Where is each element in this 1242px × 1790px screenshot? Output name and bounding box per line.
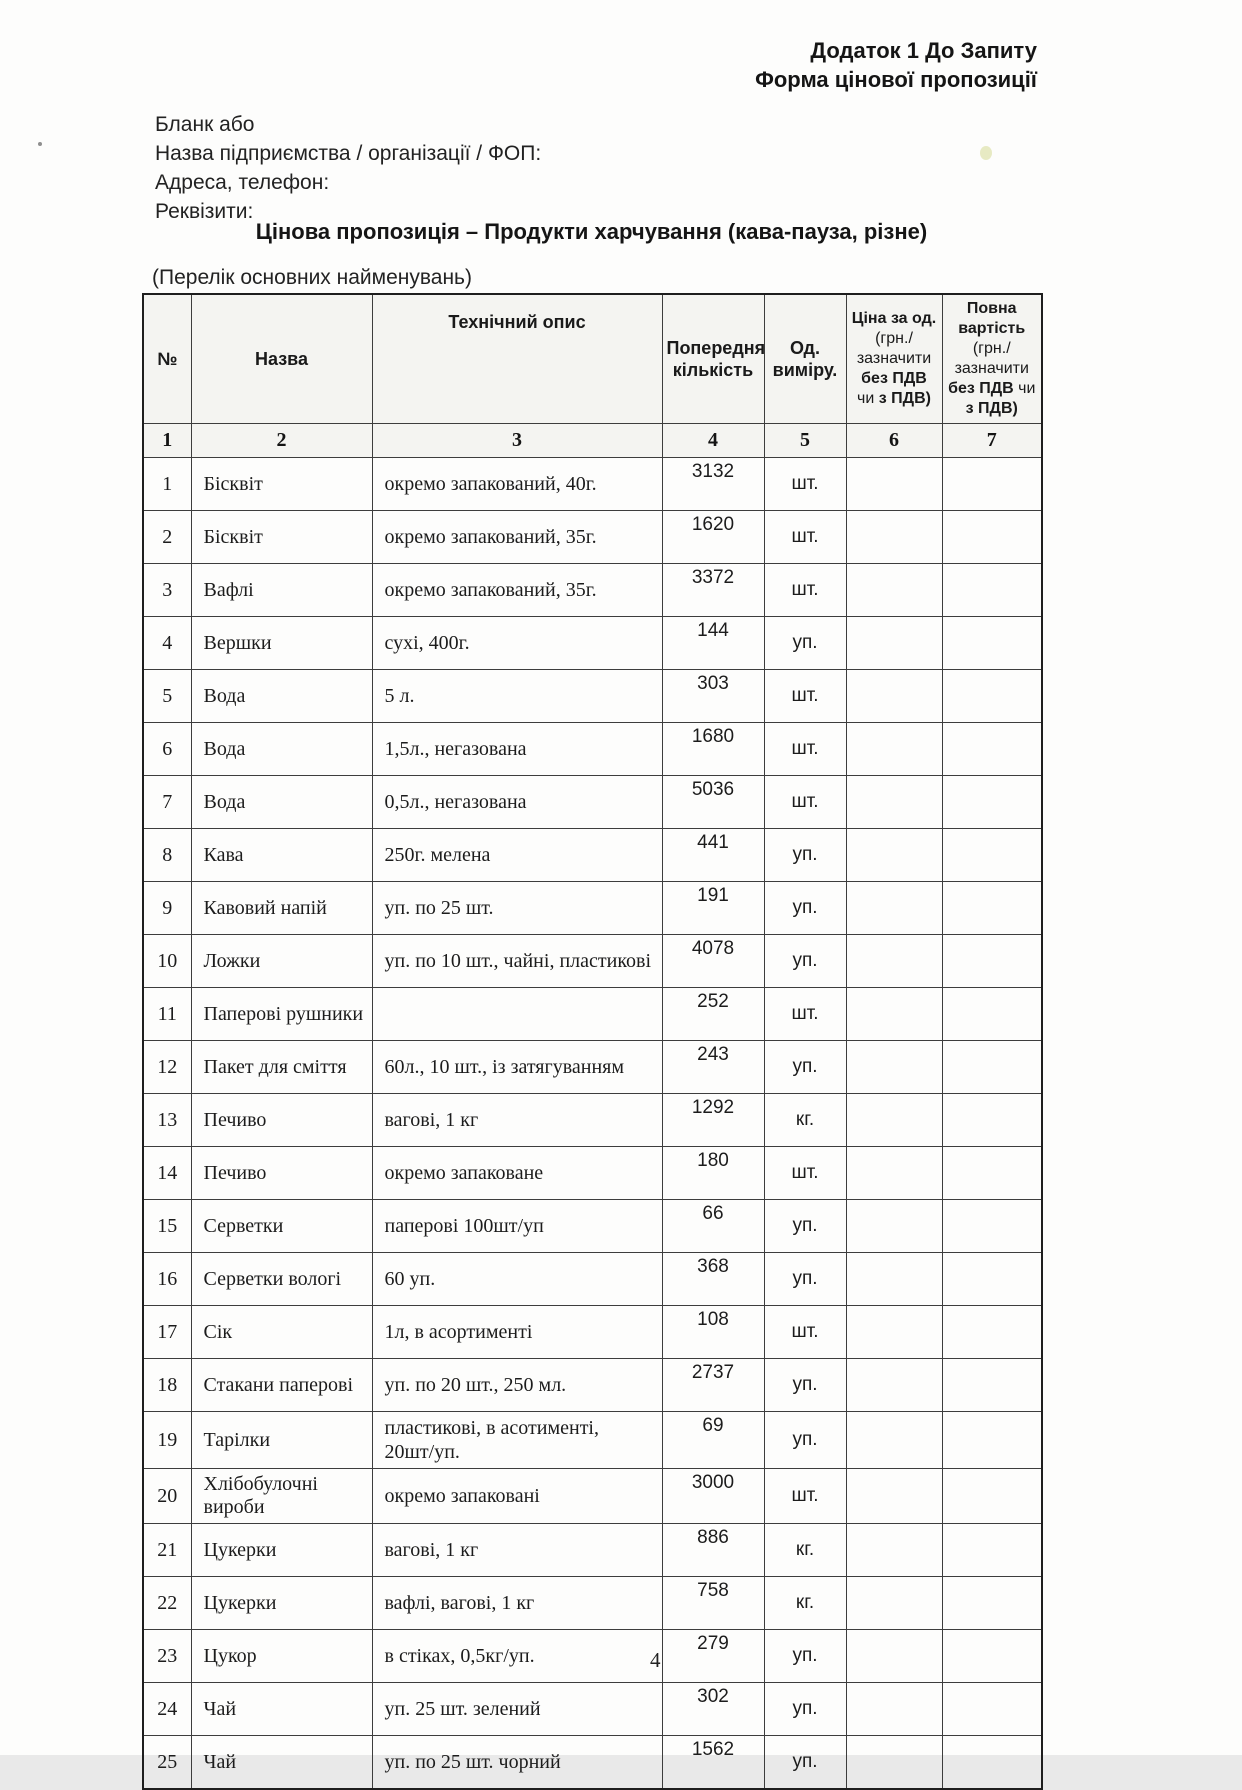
unit-price-cell xyxy=(846,776,942,829)
total-price-cell xyxy=(942,1524,1042,1577)
quantity-cell: 108 xyxy=(662,1306,764,1359)
quantity-cell: 302 xyxy=(662,1683,764,1736)
quantity-cell: 3000 xyxy=(662,1469,764,1524)
unit-price-cell xyxy=(846,1359,942,1412)
unit-cell: шт. xyxy=(764,1306,846,1359)
item-name-cell: Цукерки xyxy=(191,1524,372,1577)
unit-cell: уп. xyxy=(764,1683,846,1736)
row-number-cell: 15 xyxy=(143,1200,191,1253)
table-row xyxy=(143,511,1042,564)
unit-cell: шт. xyxy=(764,723,846,776)
quantity-cell: 3132 xyxy=(662,458,764,511)
item-name-cell: Стакани паперові xyxy=(191,1359,372,1412)
unit-price-header-note: (грн./ xyxy=(875,330,913,347)
unit-price-cell xyxy=(846,1524,942,1577)
table-row xyxy=(143,1306,1042,1359)
page-number: 4 xyxy=(650,1648,661,1672)
unit-price-cell xyxy=(846,617,942,670)
row-number-cell: 6 xyxy=(143,723,191,776)
unit-price-cell xyxy=(846,1147,942,1200)
quantity-cell: 886 xyxy=(662,1524,764,1577)
unit-price-cell xyxy=(846,723,942,776)
table-row xyxy=(143,564,1042,617)
price-table xyxy=(142,293,1043,1790)
quantity-cell: 1292 xyxy=(662,1094,764,1147)
table-row xyxy=(143,1094,1042,1147)
total-price-cell xyxy=(942,564,1042,617)
table-row xyxy=(143,458,1042,511)
item-description-cell: вагові, 1 кг xyxy=(372,1524,662,1577)
unit-price-cell xyxy=(846,1094,942,1147)
quantity-cell: 303 xyxy=(662,670,764,723)
unit-price-cell xyxy=(846,511,942,564)
table-row xyxy=(143,1736,1042,1790)
row-number-cell: 13 xyxy=(143,1094,191,1147)
total-price-cell xyxy=(942,776,1042,829)
table-row xyxy=(143,988,1042,1041)
total-price-header-note: зазначити xyxy=(954,360,1029,377)
unit-cell: уп. xyxy=(764,829,846,882)
quantity-cell: 1562 xyxy=(662,1736,764,1790)
unit-price-cell xyxy=(846,670,942,723)
header-cell-total-price xyxy=(942,294,1042,424)
item-name-cell: Кавовий напій xyxy=(191,882,372,935)
header-cell-quantity: Попередня кількість xyxy=(662,294,764,424)
unit-cell: уп. xyxy=(764,617,846,670)
table-row xyxy=(143,1359,1042,1412)
row-number-cell: 5 xyxy=(143,670,191,723)
unit-cell: кг. xyxy=(764,1094,846,1147)
item-name-cell: Чай xyxy=(191,1736,372,1790)
quantity-cell: 1680 xyxy=(662,723,764,776)
form-intro-line: Бланк або xyxy=(155,113,255,136)
unit-price-header-note: зазначити xyxy=(856,350,932,367)
item-name-cell: Цукор xyxy=(191,1630,372,1683)
row-number-cell: 24 xyxy=(143,1683,191,1736)
item-name-cell: Печиво xyxy=(191,1147,372,1200)
column-number: 6 xyxy=(846,424,942,458)
header-cell-description: Технічний опис xyxy=(372,294,662,424)
unit-cell: уп. xyxy=(764,1253,846,1306)
item-description-cell: 60 уп. xyxy=(372,1253,662,1306)
row-number-cell: 23 xyxy=(143,1630,191,1683)
item-description-cell: 60л., 10 шт., із затягуванням xyxy=(372,1041,662,1094)
item-description-cell: окремо запакований, 40г. xyxy=(372,458,662,511)
unit-cell: уп. xyxy=(764,1041,846,1094)
quantity-cell: 144 xyxy=(662,617,764,670)
item-description-cell: в стіках, 0,5кг/уп. xyxy=(372,1630,662,1683)
total-price-cell xyxy=(942,1359,1042,1412)
item-description-cell: 5 л. xyxy=(372,670,662,723)
header-cell-name: Назва xyxy=(191,294,372,424)
corner-note-line1: Додаток 1 До Запиту xyxy=(810,38,1037,63)
unit-price-header-note: чи xyxy=(857,390,875,407)
header-cell-unit-price xyxy=(846,294,942,424)
item-description-cell xyxy=(372,988,662,1041)
unit-cell: шт. xyxy=(764,670,846,723)
item-name-cell: Бісквіт xyxy=(191,458,372,511)
total-price-cell xyxy=(942,1094,1042,1147)
unit-price-cell xyxy=(846,1630,942,1683)
unit-cell: уп. xyxy=(764,882,846,935)
item-name-cell: Вода xyxy=(191,723,372,776)
unit-cell: шт. xyxy=(764,776,846,829)
form-intro-block xyxy=(155,110,541,226)
table-row xyxy=(143,935,1042,988)
quantity-cell: 368 xyxy=(662,1253,764,1306)
unit-price-cell xyxy=(846,829,942,882)
item-name-cell: Кава xyxy=(191,829,372,882)
row-number-cell: 12 xyxy=(143,1041,191,1094)
unit-price-cell xyxy=(846,1577,942,1630)
unit-price-header-bold: Ціна за од. xyxy=(851,310,937,327)
item-name-cell: Паперові рушники xyxy=(191,988,372,1041)
unit-price-cell xyxy=(846,935,942,988)
total-price-header-note: (грн./ xyxy=(972,340,1011,357)
row-number-cell: 2 xyxy=(143,511,191,564)
unit-cell: шт. xyxy=(764,458,846,511)
column-number: 1 xyxy=(143,424,191,458)
header-cell-unit: Од. виміру. xyxy=(764,294,846,424)
row-number-cell: 8 xyxy=(143,829,191,882)
row-number-cell: 20 xyxy=(143,1469,191,1524)
header-cell-number: № xyxy=(143,294,191,424)
item-description-cell: вафлі, вагові, 1 кг xyxy=(372,1577,662,1630)
row-number-cell: 11 xyxy=(143,988,191,1041)
column-number-row xyxy=(143,424,1042,458)
item-description-cell: окремо запакований, 35г. xyxy=(372,564,662,617)
corner-note xyxy=(755,36,1037,94)
table-row xyxy=(143,1683,1042,1736)
item-description-cell: уп. по 25 шт. чорний xyxy=(372,1736,662,1790)
items-body xyxy=(143,458,1042,1790)
item-description-cell: уп. по 20 шт., 250 мл. xyxy=(372,1359,662,1412)
item-description-cell: уп. 25 шт. зелений xyxy=(372,1683,662,1736)
unit-cell: шт. xyxy=(764,1469,846,1524)
table-row xyxy=(143,617,1042,670)
total-price-cell xyxy=(942,511,1042,564)
item-name-cell: Печиво xyxy=(191,1094,372,1147)
item-name-cell: Вафлі xyxy=(191,564,372,617)
row-number-cell: 10 xyxy=(143,935,191,988)
total-price-header-note: чи xyxy=(1018,380,1036,397)
table-row xyxy=(143,1200,1042,1253)
item-name-cell: Серветки вологі xyxy=(191,1253,372,1306)
unit-price-cell xyxy=(846,564,942,617)
unit-price-cell xyxy=(846,1306,942,1359)
table-row xyxy=(143,1524,1042,1577)
unit-price-cell xyxy=(846,882,942,935)
item-description-cell: паперові 100шт/уп xyxy=(372,1200,662,1253)
quantity-cell: 1620 xyxy=(662,511,764,564)
table-row xyxy=(143,1577,1042,1630)
unit-cell: кг. xyxy=(764,1577,846,1630)
item-description-cell: сухі, 400г. xyxy=(372,617,662,670)
total-price-cell xyxy=(942,988,1042,1041)
unit-cell: уп. xyxy=(764,1736,846,1790)
item-name-cell: Вода xyxy=(191,776,372,829)
document-title: Цінова пропозиція – Продукти харчування (кава-пауза, різне) xyxy=(255,219,928,244)
table-row xyxy=(143,1041,1042,1094)
table-row xyxy=(143,670,1042,723)
unit-cell: шт. xyxy=(764,564,846,617)
unit-cell: кг. xyxy=(764,1524,846,1577)
column-number: 4 xyxy=(662,424,764,458)
total-price-cell xyxy=(942,1469,1042,1524)
quantity-cell: 2737 xyxy=(662,1359,764,1412)
item-description-cell: окремо запакований, 35г. xyxy=(372,511,662,564)
item-name-cell: Чай xyxy=(191,1683,372,1736)
unit-price-cell xyxy=(846,458,942,511)
table-row xyxy=(143,1630,1042,1683)
item-description-cell: окремо запаковані xyxy=(372,1469,662,1524)
unit-cell: шт. xyxy=(764,511,846,564)
total-price-cell xyxy=(942,1147,1042,1200)
unit-price-header-bold: без ПДВ xyxy=(861,370,927,387)
quantity-cell: 441 xyxy=(662,829,764,882)
table-row xyxy=(143,776,1042,829)
item-name-cell: Вершки xyxy=(191,617,372,670)
unit-price-cell xyxy=(846,1253,942,1306)
list-label: (Перелік основних найменувань) xyxy=(152,266,472,289)
total-price-cell xyxy=(942,1412,1042,1469)
total-price-cell xyxy=(942,1630,1042,1683)
item-name-cell: Сік xyxy=(191,1306,372,1359)
quantity-cell: 180 xyxy=(662,1147,764,1200)
quantity-cell: 69 xyxy=(662,1412,764,1469)
row-number-cell: 14 xyxy=(143,1147,191,1200)
total-price-cell xyxy=(942,617,1042,670)
quantity-cell: 279 xyxy=(662,1630,764,1683)
item-name-cell: Бісквіт xyxy=(191,511,372,564)
quantity-cell: 5036 xyxy=(662,776,764,829)
unit-price-cell xyxy=(846,988,942,1041)
item-description-cell: 250г. мелена xyxy=(372,829,662,882)
row-number-cell: 9 xyxy=(143,882,191,935)
row-number-cell: 16 xyxy=(143,1253,191,1306)
row-number-cell: 7 xyxy=(143,776,191,829)
unit-cell: уп. xyxy=(764,1630,846,1683)
unit-price-cell xyxy=(846,1736,942,1790)
total-price-cell xyxy=(942,829,1042,882)
total-price-cell xyxy=(942,935,1042,988)
item-name-cell: Пакет для сміття xyxy=(191,1041,372,1094)
item-description-cell: пластикові, в асотименті, 20шт/уп. xyxy=(372,1412,662,1469)
unit-price-cell xyxy=(846,1041,942,1094)
table-header-row xyxy=(143,294,1042,424)
row-number-cell: 19 xyxy=(143,1412,191,1469)
unit-cell: шт. xyxy=(764,1147,846,1200)
corner-note-line2: Форма цінової пропозиції xyxy=(755,67,1037,92)
item-description-cell: 1л, в асортименті xyxy=(372,1306,662,1359)
quantity-cell: 758 xyxy=(662,1577,764,1630)
unit-cell: уп. xyxy=(764,1412,846,1469)
unit-price-cell xyxy=(846,1469,942,1524)
item-name-cell: Серветки xyxy=(191,1200,372,1253)
quantity-cell: 191 xyxy=(662,882,764,935)
total-price-cell xyxy=(942,670,1042,723)
item-name-cell: Хлібобулочні вироби xyxy=(191,1469,372,1524)
column-number: 2 xyxy=(191,424,372,458)
total-price-cell xyxy=(942,1577,1042,1630)
total-price-cell xyxy=(942,882,1042,935)
total-price-header-bold: Повна вартість xyxy=(958,300,1026,337)
total-price-cell xyxy=(942,1736,1042,1790)
row-number-cell: 22 xyxy=(143,1577,191,1630)
table-row xyxy=(143,1253,1042,1306)
quantity-cell: 243 xyxy=(662,1041,764,1094)
table-row xyxy=(143,882,1042,935)
row-number-cell: 18 xyxy=(143,1359,191,1412)
row-number-cell: 21 xyxy=(143,1524,191,1577)
total-price-header-bold: з ПДВ) xyxy=(965,400,1018,417)
column-number: 3 xyxy=(372,424,662,458)
table-row xyxy=(143,1147,1042,1200)
unit-cell: уп. xyxy=(764,935,846,988)
quantity-cell: 3372 xyxy=(662,564,764,617)
item-name-cell: Вода xyxy=(191,670,372,723)
unit-price-cell xyxy=(846,1412,942,1469)
quantity-cell: 66 xyxy=(662,1200,764,1253)
item-name-cell: Цукерки xyxy=(191,1577,372,1630)
item-description-cell: окремо запаковане xyxy=(372,1147,662,1200)
item-name-cell: Ложки xyxy=(191,935,372,988)
unit-cell: шт. xyxy=(764,988,846,1041)
unit-cell: уп. xyxy=(764,1200,846,1253)
table-row xyxy=(143,829,1042,882)
total-price-cell xyxy=(942,1200,1042,1253)
quantity-cell: 4078 xyxy=(662,935,764,988)
column-number: 7 xyxy=(942,424,1042,458)
row-number-cell: 25 xyxy=(143,1736,191,1790)
item-description-cell: уп. по 25 шт. xyxy=(372,882,662,935)
item-description-cell: вагові, 1 кг xyxy=(372,1094,662,1147)
item-name-cell: Тарілки xyxy=(191,1412,372,1469)
total-price-cell xyxy=(942,1041,1042,1094)
quantity-cell: 252 xyxy=(662,988,764,1041)
row-number-cell: 1 xyxy=(143,458,191,511)
row-number-cell: 17 xyxy=(143,1306,191,1359)
item-description-cell: 0,5л., негазована xyxy=(372,776,662,829)
total-price-cell xyxy=(942,1306,1042,1359)
form-intro-line: Реквізити: xyxy=(155,200,254,223)
total-price-cell xyxy=(942,723,1042,776)
unit-price-cell xyxy=(846,1683,942,1736)
form-intro-line: Адреса, телефон: xyxy=(155,171,330,194)
unit-price-cell xyxy=(846,1200,942,1253)
total-price-cell xyxy=(942,458,1042,511)
scan-artifact-mark xyxy=(980,146,992,160)
total-price-cell xyxy=(942,1253,1042,1306)
unit-price-header-bold: з ПДВ) xyxy=(878,390,931,407)
price-table-wrapper xyxy=(142,293,1043,1790)
item-description-cell: уп. по 10 шт., чайні, пластикові xyxy=(372,935,662,988)
scan-artifact-dot xyxy=(38,142,42,146)
row-number-cell: 3 xyxy=(143,564,191,617)
total-price-header-bold: без ПДВ xyxy=(948,380,1014,397)
row-number-cell: 4 xyxy=(143,617,191,670)
column-number: 5 xyxy=(764,424,846,458)
table-row xyxy=(143,1469,1042,1524)
item-description-cell: 1,5л., негазована xyxy=(372,723,662,776)
total-price-cell xyxy=(942,1683,1042,1736)
table-row xyxy=(143,1412,1042,1469)
unit-cell: уп. xyxy=(764,1359,846,1412)
table-row xyxy=(143,723,1042,776)
form-intro-line: Назва підприємства / організації / ФОП: xyxy=(155,142,542,165)
